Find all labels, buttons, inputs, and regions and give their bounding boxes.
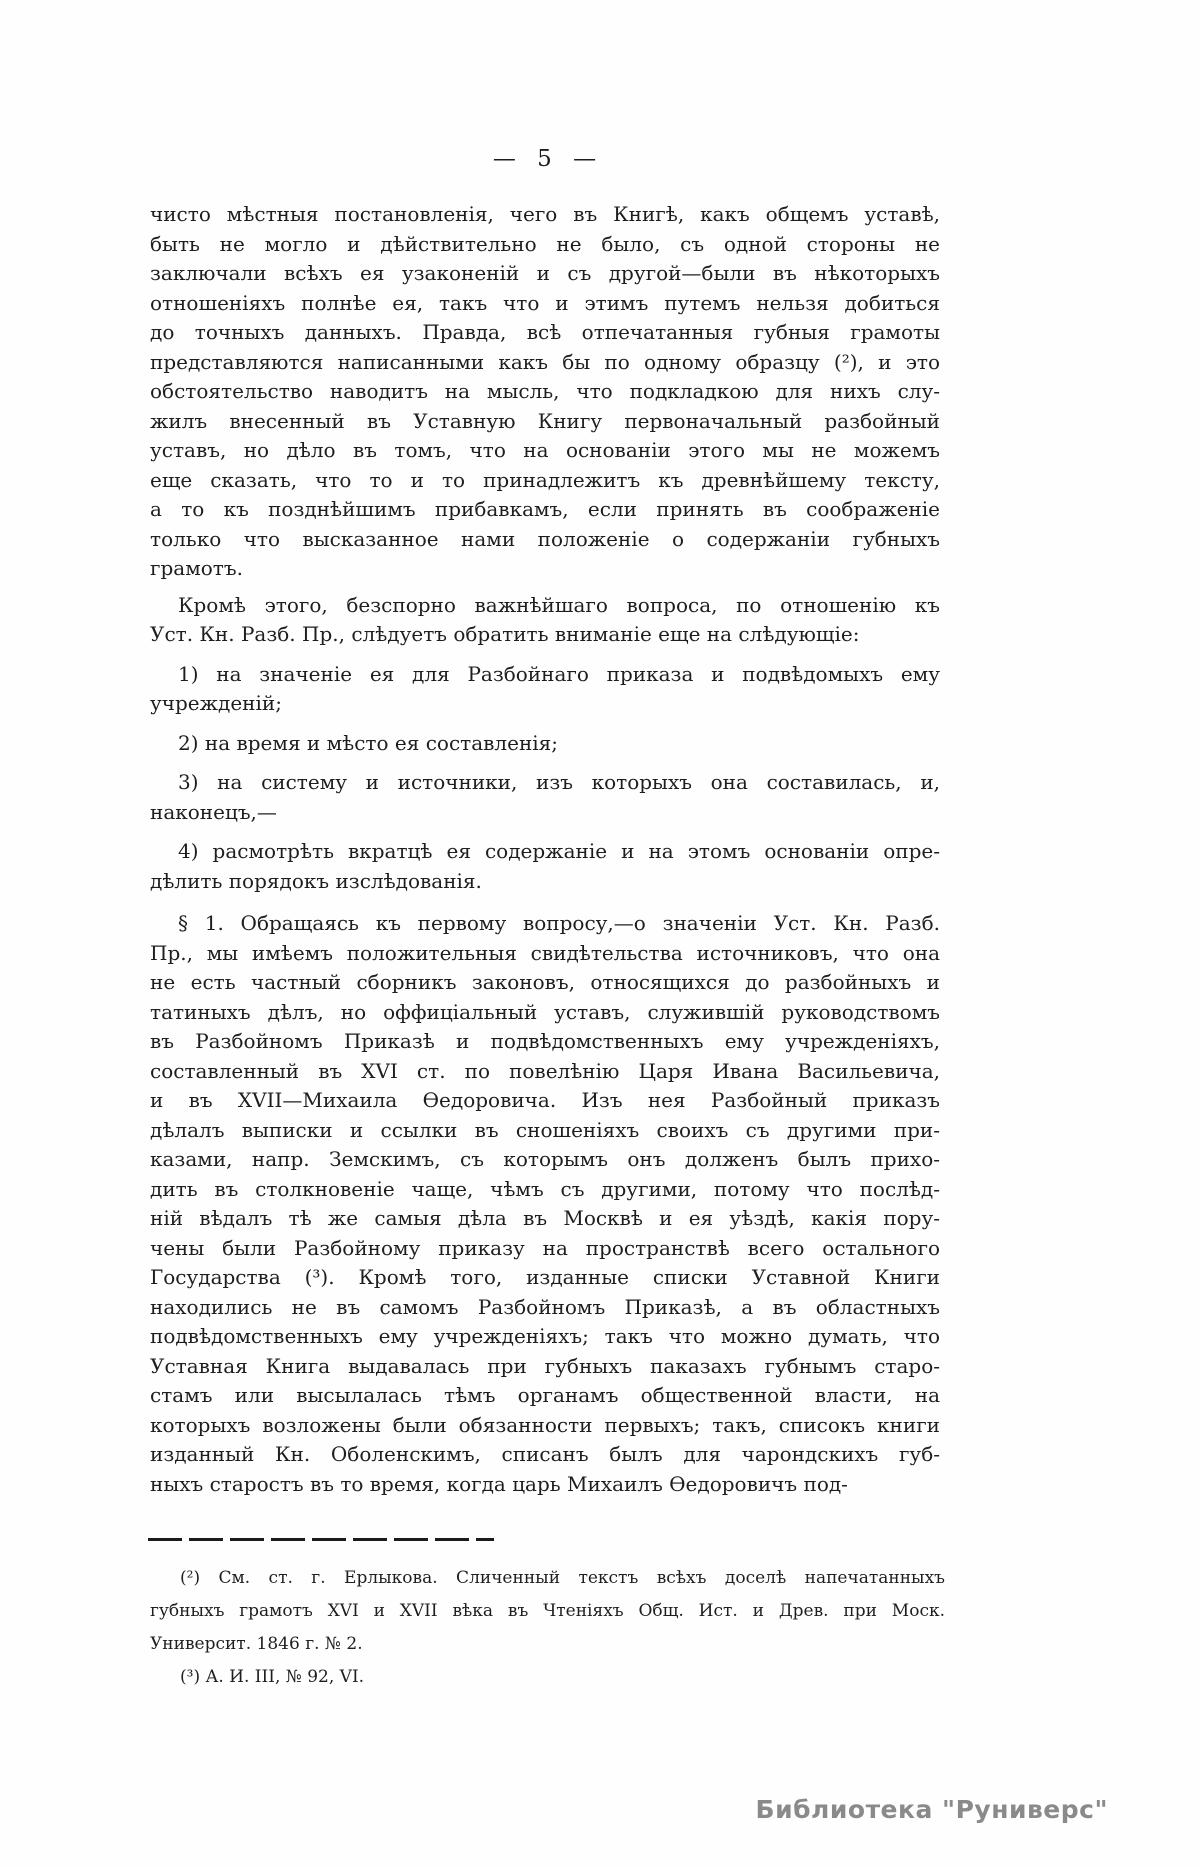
list-item (150, 660, 940, 719)
text-line: а то къ позднѣйшимъ прибавкамъ, если принять въ соображеніе (150, 497, 940, 521)
text-line: и въ XVII—Михаила Ѳедоровича. Изъ нея Разбойный приказъ (150, 1088, 940, 1112)
text-line: еще сказать, что то и то принадлежитъ къ древнѣйшему тексту, (150, 467, 940, 492)
footnotes-block (150, 1562, 945, 1694)
footnote (150, 1562, 945, 1661)
text-line: ныхъ старостъ въ то время, когда царь Михаилъ Ѳедоровичъ под- (150, 1471, 848, 1496)
list-item (150, 768, 940, 827)
text-line: не есть частный сборникъ законовъ, относящихся до разбойныхъ и (150, 970, 940, 994)
text-line: Пр., мы имѣемъ положительныя свидѣтельства источниковъ, что она (150, 940, 940, 965)
page-number: — 5 — (492, 146, 598, 172)
text-line: 4) расмотрѣть вкратцѣ ея содержаніе и на этомъ основаніи опре- (178, 839, 940, 863)
text-line: изданный Кн. Оболенскимъ, списанъ былъ для чарондскихъ губ- (150, 1442, 940, 1466)
text-line: дѣлить порядокъ изслѣдованія. (150, 868, 482, 893)
text-line: Университ. 1846 г. № 2. (150, 1634, 363, 1654)
text-line: Кромѣ этого, безспорно важнѣйшаго вопроса, по отношенію къ (178, 592, 940, 617)
text-line: губныхъ грамотъ XVI и XVII вѣка въ Чтеніяхъ Общ. Ист. и Древ. при Моск. (150, 1601, 945, 1621)
text-line: только что высказанное нами положеніе о содержаніи губныхъ (150, 526, 940, 551)
text-line: Уставная Книга выдавалась при губныхъ паказахъ губнымъ старо- (150, 1353, 940, 1378)
text-line: заключали всѣхъ ея узаконеній и съ другой—были въ нѣкоторыхъ (150, 261, 940, 285)
library-watermark: Библиотека "Руниверс" (755, 1795, 1108, 1824)
text-line: отношеніяхъ полнѣе ея, такъ что и этимъ путемъ нельзя добиться (150, 290, 940, 315)
text-line: (²) См. ст. г. Ерлыкова. Сличенный текстъ всѣхъ доселѣ напечатанныхъ (180, 1568, 945, 1588)
text-line: грамотъ. (150, 556, 243, 580)
text-line: составленный въ XVI ст. по повелѣнію Царя Ивана Васильевича, (150, 1058, 940, 1083)
text-line: чисто мѣстныя постановленія, чего въ Книгѣ, какъ общемъ уставѣ, (150, 202, 940, 226)
section-paragraph (150, 909, 940, 1499)
text-line: обстоятельство наводитъ на мысль, что подкладкою для нихъ слу- (150, 379, 940, 403)
text-line: казами, напр. Земскимъ, съ которымъ онъ долженъ былъ прихо- (150, 1147, 940, 1171)
footnote (150, 1661, 945, 1694)
text-line: 2) на время и мѣсто ея составленія; (178, 730, 559, 755)
continued-paragraph (150, 200, 940, 584)
text-line: подвѣдомственныхъ ему учрежденіяхъ; такъ что можно думать, что (150, 1324, 940, 1348)
text-line: Уст. Кн. Разб. Пр., слѣдуетъ обратить вниманіе еще на слѣдующіе: (150, 622, 860, 646)
paragraph (150, 591, 940, 650)
text-line: ній вѣдалъ тѣ же самыя дѣла въ Москвѣ и ея уѣздѣ, какія пору- (150, 1206, 940, 1230)
text-line: учрежденій; (150, 691, 282, 715)
text-line: жилъ внесенный въ Уставную Книгу первоначальный разбойный (150, 408, 940, 433)
list-item (150, 837, 940, 896)
text-line: Государства (³). Кромѣ того, изданные списки Уставной Книги (150, 1265, 940, 1289)
text-line: § 1. Обращаясь къ первому вопросу,—о значеніи Уст. Кн. Разб. (178, 911, 940, 935)
text-line: представляются написанными какъ бы по одному образцу (²), и это (150, 349, 940, 374)
footnote-separator-rule (148, 1538, 494, 1541)
body-text (150, 200, 940, 1499)
text-line: въ Разбойномъ Приказѣ и подвѣдомственныхъ ему учрежденіяхъ, (150, 1029, 940, 1053)
text-line: до точныхъ данныхъ. Правда, всѣ отпечатанныя губныя грамоты (150, 320, 940, 344)
text-line: быть не могло и дѣйствительно не было, съ одной стороны не (150, 231, 940, 256)
text-line: уставъ, но дѣло въ томъ, что на основаніи этого мы не можемъ (150, 438, 940, 462)
text-line: татиныхъ дѣлъ, но оффиціальный уставъ, служившій руководствомъ (150, 999, 940, 1024)
text-line: чены были Разбойному приказу на пространствѣ всего остального (150, 1235, 940, 1260)
text-line: стамъ или высылалась тѣмъ органамъ общественной власти, на (150, 1383, 940, 1407)
text-line: (³) А. И. III, № 92, VI. (180, 1667, 365, 1687)
text-line: дѣлалъ выписки и ссылки въ сношеніяхъ своихъ съ другими при- (150, 1117, 940, 1142)
text-line: которыхъ возложены были обязанности первыхъ; такъ, списокъ книги (150, 1412, 940, 1437)
text-line: находились не въ самомъ Разбойномъ Приказѣ, а въ областныхъ (150, 1294, 940, 1319)
text-line: наконецъ,— (150, 799, 277, 824)
text-line: 3) на систему и источники, изъ которыхъ она составилась, и, (178, 770, 940, 794)
list-item (150, 729, 940, 759)
text-line: 1) на значеніе ея для Разбойнаго приказа и подвѣдомыхъ ему (178, 661, 940, 686)
text-line: дить въ столкновеніе чаще, чѣмъ съ другими, потому что послѣд- (150, 1176, 940, 1201)
